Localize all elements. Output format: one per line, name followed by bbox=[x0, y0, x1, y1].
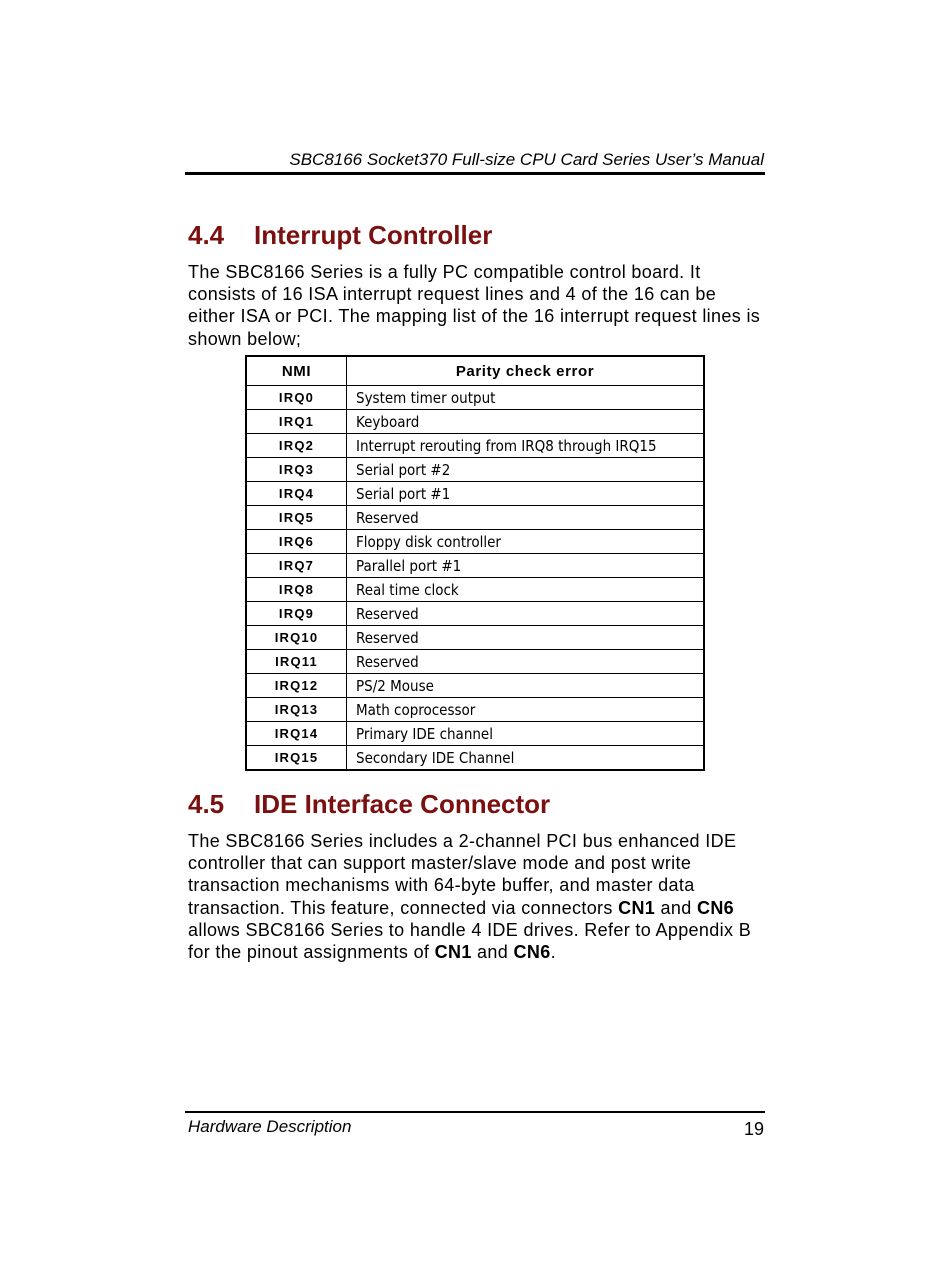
table-row bbox=[246, 578, 704, 602]
irq-description-cell: Serial port #1 bbox=[347, 482, 705, 506]
connector-ref-cn6: CN6 bbox=[696, 897, 735, 918]
irq-description-cell: Reserved bbox=[347, 650, 705, 674]
irq-cell: IRQ4 bbox=[246, 482, 347, 506]
irq-description-cell: Interrupt rerouting from IRQ8 through IRQ15 bbox=[347, 434, 705, 458]
table-row bbox=[246, 626, 704, 650]
table-row bbox=[246, 722, 704, 746]
table-row bbox=[246, 506, 704, 530]
text-run: and bbox=[655, 897, 697, 918]
irq-cell: IRQ1 bbox=[246, 410, 347, 434]
table-row bbox=[246, 554, 704, 578]
table-row bbox=[246, 410, 704, 434]
interrupt-controller-paragraph: The SBC8166 Series is a fully PC compatible control board. It consists of 16 ISA interrupt request lines and 4 of the 16 can be either ISA or PCI. The mapping list of the 16 interrupt request lines is shown below; bbox=[188, 262, 761, 349]
section-heading-ide-interface-connector bbox=[188, 789, 550, 819]
page-number: 19 bbox=[743, 1119, 764, 1139]
table-row bbox=[246, 434, 704, 458]
irq-description-cell: System timer output bbox=[347, 386, 705, 410]
irq-cell: IRQ10 bbox=[246, 626, 347, 650]
table-header-row bbox=[246, 356, 704, 386]
irq-description-cell: Math coprocessor bbox=[347, 698, 705, 722]
irq-description-cell: Secondary IDE Channel bbox=[347, 746, 705, 771]
irq-cell: IRQ11 bbox=[246, 650, 347, 674]
footer-rule bbox=[185, 1111, 765, 1113]
irq-cell: IRQ5 bbox=[246, 506, 347, 530]
connector-ref-cn1: CN1 bbox=[434, 942, 472, 963]
irq-cell: IRQ9 bbox=[246, 602, 347, 626]
table-row bbox=[246, 650, 704, 674]
irq-description-cell: Real time clock bbox=[347, 578, 705, 602]
table-row bbox=[246, 602, 704, 626]
table-row bbox=[246, 386, 704, 410]
connector-ref-cn6: CN6 bbox=[513, 942, 551, 963]
connector-ref-cn1: CN1 bbox=[618, 897, 656, 918]
irq-cell: IRQ2 bbox=[246, 434, 347, 458]
ide-interface-paragraph bbox=[188, 830, 768, 963]
irq-description-cell: Parallel port #1 bbox=[347, 554, 705, 578]
text-run: and bbox=[471, 942, 514, 963]
section-title: Interrupt Controller bbox=[254, 220, 493, 250]
irq-description-cell: Reserved bbox=[347, 626, 705, 650]
irq-description-cell: Floppy disk controller bbox=[347, 530, 705, 554]
footer-section-name: Hardware Description bbox=[188, 1117, 352, 1136]
table-row bbox=[246, 674, 704, 698]
section-number: 4.5 bbox=[188, 789, 225, 819]
irq-cell: IRQ6 bbox=[246, 530, 347, 554]
irq-description-cell: Keyboard bbox=[347, 410, 705, 434]
running-header: SBC8166 Socket370 Full-size CPU Card Series User’s Manual bbox=[289, 150, 764, 169]
irq-cell: IRQ15 bbox=[246, 746, 347, 771]
irq-description-cell: Serial port #2 bbox=[347, 458, 705, 482]
section-heading-interrupt-controller bbox=[188, 220, 492, 250]
irq-cell: IRQ0 bbox=[246, 386, 347, 410]
text-run: The SBC8166 Series includes a 2-channel PCI bus enhanced IDE controller that can support master/slave mode and post write transaction mechanisms with 64-byte buffer, and master data transaction. This feature, connected via connectors bbox=[188, 831, 737, 918]
irq-description-cell: Reserved bbox=[347, 602, 705, 626]
irq-cell: IRQ3 bbox=[246, 458, 347, 482]
table-row bbox=[246, 530, 704, 554]
table-row bbox=[246, 482, 704, 506]
table-row bbox=[246, 746, 704, 771]
table-body bbox=[246, 386, 704, 771]
header-rule bbox=[185, 172, 765, 175]
text-run: . bbox=[550, 942, 556, 963]
table-row bbox=[246, 698, 704, 722]
text-run: allows SBC8166 Series to handle 4 IDE drives. Refer to Appendix B for the pinout assignments of bbox=[188, 919, 752, 963]
header-cell-irq: NMI bbox=[246, 356, 347, 386]
section-number: 4.4 bbox=[188, 220, 225, 250]
irq-cell: IRQ13 bbox=[246, 698, 347, 722]
irq-cell: IRQ7 bbox=[246, 554, 347, 578]
irq-cell: IRQ12 bbox=[246, 674, 347, 698]
irq-cell: IRQ8 bbox=[246, 578, 347, 602]
section-title: IDE Interface Connector bbox=[254, 789, 551, 819]
table-row bbox=[246, 458, 704, 482]
irq-description-cell: Primary IDE channel bbox=[347, 722, 705, 746]
irq-description-cell: PS/2 Mouse bbox=[347, 674, 705, 698]
header-cell-description: Parity check error bbox=[347, 356, 705, 386]
irq-mapping-table bbox=[245, 355, 705, 771]
irq-description-cell: Reserved bbox=[347, 506, 705, 530]
irq-cell: IRQ14 bbox=[246, 722, 347, 746]
